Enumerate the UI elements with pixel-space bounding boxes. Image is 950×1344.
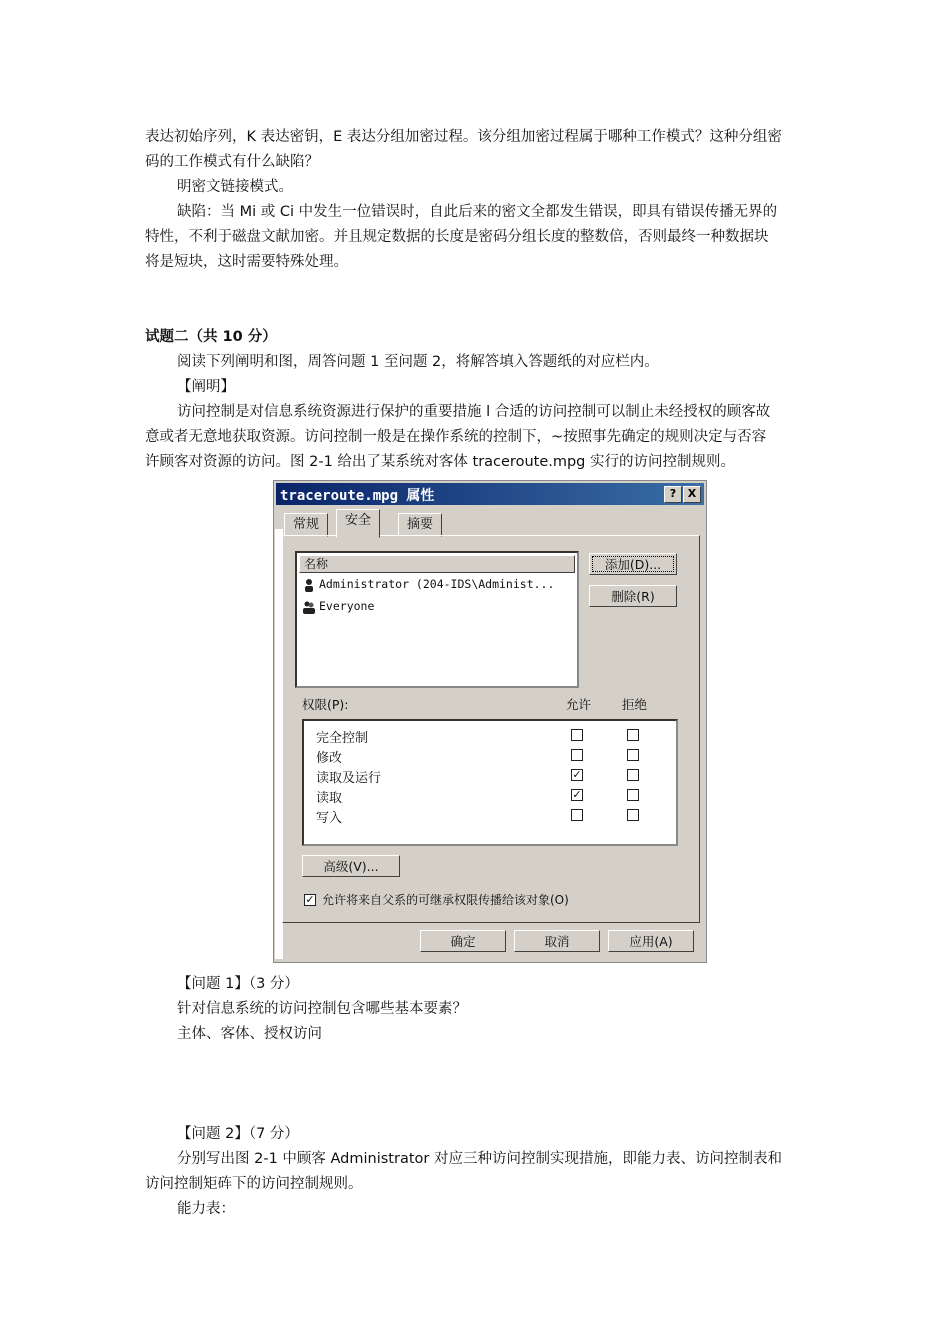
section-title: 试题二（共 10 分）	[145, 329, 277, 345]
deny-checkbox[interactable]	[627, 809, 639, 821]
advanced-button[interactable]: 高级(V)...	[302, 855, 400, 877]
allow-checkbox[interactable]	[571, 729, 583, 741]
add-button[interactable]: 添加(D)...	[589, 553, 677, 575]
deny-checkbox[interactable]	[627, 729, 639, 741]
permission-name: 读取	[316, 791, 343, 806]
paragraph-line: 访问控制矩砗下的访问控制规则。	[145, 1176, 363, 1192]
list-item[interactable]	[303, 599, 374, 614]
tab-summary[interactable]: 摘要	[398, 513, 442, 537]
permissions-list	[302, 719, 678, 846]
explain-header: 【阐明】	[177, 379, 235, 395]
user-name: Administrator (204-IDS\Administ...	[319, 577, 555, 591]
user-icon	[303, 578, 315, 592]
permission-name: 写入	[316, 811, 343, 826]
deny-checkbox[interactable]	[627, 789, 639, 801]
paragraph-line: 阅读下列阐明和图，周答问题 1 至问题 2，将解答填入答题纸的对应栏内。	[177, 354, 659, 370]
dialog-title: traceroute.mpg 属性	[280, 488, 435, 504]
paragraph-line: 特性，不利于磁盘文献加密。并且规定数据的长度是密码分组长度的整数倍，否则最终一种数据块	[145, 229, 769, 245]
properties-dialog	[273, 480, 707, 963]
permission-name: 完全控制	[316, 731, 369, 746]
paragraph-line: 意或者无意地获取资源。访问控制一般是在操作系统的控制下，~按照事先确定的规则决定与否容	[145, 429, 767, 445]
inherit-label: 允许将来自父系的可继承权限传播给该对象(O)	[322, 893, 569, 907]
help-button[interactable]: ?	[664, 486, 682, 503]
paragraph-line: 针对信息系统的访问控制包含哪些基本要素？	[177, 1001, 467, 1017]
permission-name: 修改	[316, 751, 343, 766]
question-header: 【问题 1】（3 分）	[177, 976, 299, 992]
cancel-button[interactable]: 取消	[514, 930, 600, 952]
paragraph-line: 能力表：	[177, 1201, 235, 1217]
permissions-label: 权限(P):	[302, 697, 349, 712]
paragraph-line: 访问控制是对信息系统资源进行保护的重要措施 l 合适的访问控制可以制止未经授权的顾客故	[177, 404, 771, 420]
question-header: 【问题 2】（7 分）	[177, 1126, 299, 1142]
inherit-checkbox[interactable]: ✓	[305, 893, 315, 906]
answer-line: 主体、客体、授权访问	[177, 1026, 322, 1042]
deny-checkbox[interactable]	[627, 749, 639, 761]
paragraph-line: 许顾客对资源的访问。图 2-1 给出了某系统对客体 traceroute.mpg 实行的访问控制规则。	[145, 454, 735, 470]
paragraph-line: 表达初始序列，K 表达密钥，E 表达分组加密过程。该分组加密过程属于哪种工作模式？这种分组密	[145, 129, 782, 145]
user-list[interactable]	[295, 551, 579, 688]
group-icon	[303, 600, 315, 614]
allow-column-header: 允许	[566, 697, 592, 712]
paragraph-line: 分别写出图 2-1 中顾客 Administrator 对应三种访问控制实现措施，即能力表、访问控制表和	[177, 1151, 782, 1167]
ok-button[interactable]: 确定	[420, 930, 506, 952]
list-item[interactable]	[303, 577, 554, 592]
close-button[interactable]: X	[683, 486, 701, 503]
deny-checkbox[interactable]	[627, 769, 639, 781]
paragraph-line: 码的工作模式有什么缺陷？	[145, 154, 319, 170]
allow-checkbox[interactable]: ✓	[572, 768, 582, 781]
user-name: Everyone	[319, 599, 375, 613]
allow-checkbox[interactable]	[571, 749, 583, 761]
deny-column-header: 拒绝	[622, 697, 648, 712]
name-column-header: 名称	[299, 555, 575, 573]
remove-button[interactable]: 删除(R)	[589, 585, 677, 607]
tab-general[interactable]: 常规	[284, 513, 328, 537]
paragraph-line: 缺陷：当 Mi 或 Ci 中发生一位错误时，自此后来的密文全都发生错误，即具有错误传播无界的	[177, 204, 778, 220]
paragraph-line: 将是短块，这时需要特殊处理。	[145, 254, 348, 270]
paragraph-line: 明密文链接模式。	[177, 179, 293, 195]
title-bar	[276, 483, 704, 505]
allow-checkbox[interactable]: ✓	[572, 788, 582, 801]
apply-button[interactable]: 应用(A)	[608, 930, 694, 952]
allow-checkbox[interactable]	[571, 809, 583, 821]
permission-name: 读取及运行	[316, 771, 382, 786]
tab-security[interactable]: 安全	[336, 509, 380, 538]
